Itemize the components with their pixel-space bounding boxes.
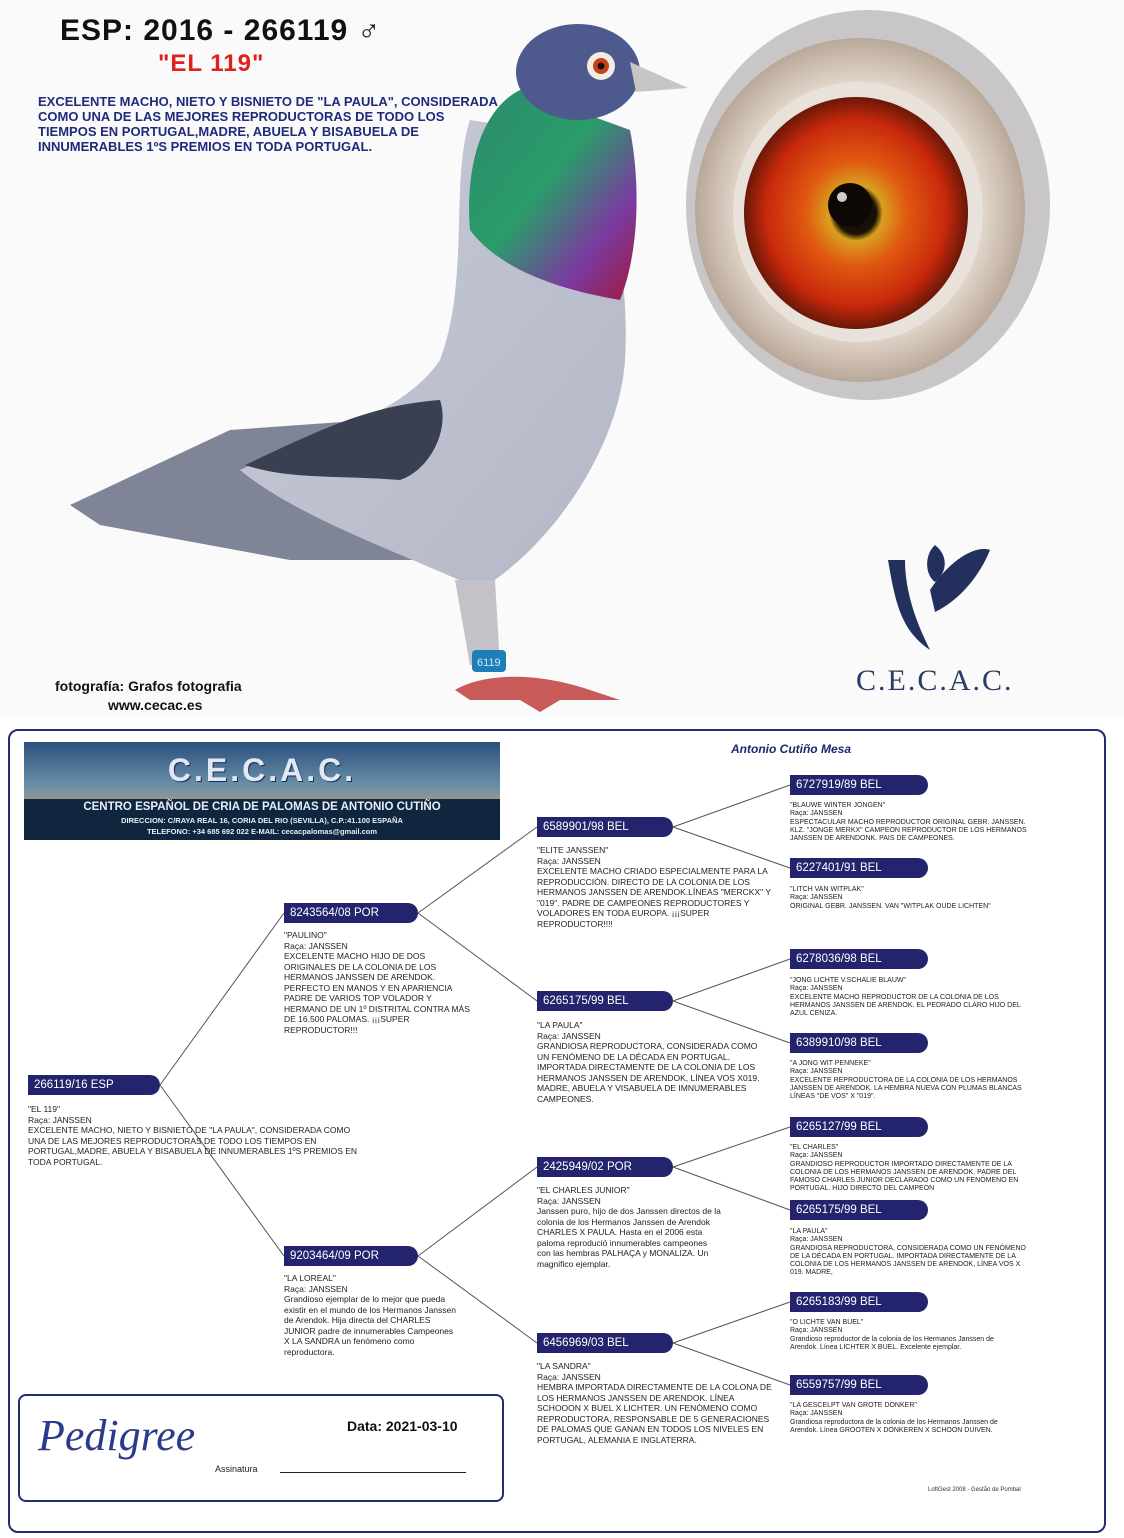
ds-name: "EL CHARLES JUNIOR" <box>537 1185 630 1195</box>
ds-ring[interactable]: 2425949/02 POR <box>537 1157 673 1177</box>
sss-desc: ESPECTACULAR MACHO REPRODUCTOR ORIGINAL GEBR. JANSSEN. KLZ. "JONGE MERKX" CAMPEON REPRODUCTOR DE LOS HERMANOS JANSSEN DE ARENDONK. PAIS DE CAMPEONES. <box>790 818 1027 843</box>
ss-name: "ELITE JANSSEN" <box>537 845 609 855</box>
ssd-breed: Raça: JANSSEN <box>790 894 843 902</box>
dd-info <box>537 1361 773 1445</box>
sds-ring[interactable]: 6278036/98 BEL <box>790 949 928 969</box>
dss-breed: Raça: JANSSEN <box>790 1152 843 1160</box>
dsd-info <box>790 1228 1035 1278</box>
sds-name: "JONG LICHTE V.SCHALIE BLAUW" <box>790 977 906 984</box>
ring-title: ESP: 2016 - 266119 ♂ <box>60 14 382 47</box>
line-ds-dss <box>673 1127 790 1167</box>
sds-desc: EXCELENTE MACHO REPRODUCTOR DE LA COLONIA DE LOS HERMANOS JANSSEN DE ARENDOK. EL PEDRADO CLARO HIJO DEL AZUL CENIZA. <box>790 993 1021 1018</box>
sss-ring[interactable]: 6727919/89 BEL <box>790 775 928 795</box>
ss-info <box>537 845 773 929</box>
sss-breed: Raça: JANSSEN <box>790 810 843 818</box>
dsd-breed: Raça: JANSSEN <box>790 1236 843 1244</box>
dss-info <box>790 1144 1035 1194</box>
signature-line <box>280 1472 466 1473</box>
pedigree-logo: Pedigree <box>38 1411 196 1460</box>
dds-info <box>790 1319 1005 1352</box>
sdd-breed: Raça: JANSSEN <box>790 1068 843 1076</box>
sd-info <box>537 1020 763 1104</box>
ssd-desc: ORIGINAL GEBR. JANSSEN. VAN "WITPLAK OUDE LICHTEN" <box>790 902 991 910</box>
pigeon-name: "EL 119" <box>158 50 265 77</box>
dds-name: "O LICHTE VAN BUEL" <box>790 1319 864 1326</box>
sd-breed: Raça: JANSSEN <box>537 1030 601 1041</box>
ddd-desc: Grandiosa reproductora de la colonia de los Hermanos Janssen de Arendok. Línea GROOTEN X DONKEREN X SCHOON DUIVEN. <box>790 1418 998 1434</box>
dd-name: "LA SANDRA" <box>537 1361 591 1371</box>
ss-ring[interactable]: 6589901/98 BEL <box>537 817 673 837</box>
subject-ring[interactable]: 266119/16 ESP <box>28 1075 160 1095</box>
dsd-ring[interactable]: 6265175/99 BEL <box>790 1200 928 1220</box>
sd-name: "LA PAULA" <box>537 1020 583 1030</box>
ring-text: 6119 <box>477 657 501 669</box>
subject-name: "EL 119" <box>28 1104 61 1114</box>
cecac-logo-text: C.E.C.A.C. <box>856 664 1014 697</box>
line-dd-dds <box>673 1302 790 1343</box>
dam-name: "LA LOREAL" <box>284 1273 336 1283</box>
dss-ring[interactable]: 6265127/99 BEL <box>790 1117 928 1137</box>
ss-breed: Raça: JANSSEN <box>537 855 601 866</box>
ds-info <box>537 1185 723 1269</box>
sd-desc: GRANDIOSA REPRODUCTORA, CONSIDERADA COMO UN FENÓMENO DE LA DÉCADA EN PORTUGAL. IMPORTADA DIRECTAMENTE DE LA COLONIA DE LOS HERMANOS JANSSEN DE ARENDOK, LÍNEA VOS X019. MADRE, ABUELA Y VISABUELA DE IMNUMERABLES CAMPEONES. <box>537 1041 760 1104</box>
dds-breed: Raça: JANSSEN <box>790 1327 843 1335</box>
banner-title: C.E.C.A.C. <box>167 752 357 788</box>
ssd-ring[interactable]: 6227401/91 BEL <box>790 858 928 878</box>
banner-contact: TELEFONO: +34 685 692 022 E-MAIL: cecacpalomas@gmail.com <box>146 827 378 836</box>
date-label: Data: 2021-03-10 <box>347 1418 458 1434</box>
ddd-ring[interactable]: 6559757/99 BEL <box>790 1375 928 1395</box>
subject-breed: Raça: JANSSEN <box>28 1114 92 1125</box>
dsd-name: "LA PAULA" <box>790 1228 828 1235</box>
sdd-ring[interactable]: 6389910/98 BEL <box>790 1033 928 1053</box>
dds-desc: Grandioso reproductor de la colonia de los Hermanos Janssen de Arendok. Línea LICHTER X BUEL. Excelente ejemplar. <box>790 1335 994 1351</box>
dss-name: "EL CHARLES" <box>790 1144 839 1151</box>
ddd-info <box>790 1402 1005 1435</box>
dsd-desc: GRANDIOSA REPRODUCTORA, CONSIDERADA COMO UN FENÓMENO DE LA DÉCADA EN PORTUGAL. IMPORTADA DIRECTAMENTE DE LA COLONIA DE LOS HERMANOS JANSSEN DE ARENDOK, LÍNEA VOS X 019. MADRE, <box>790 1244 1026 1277</box>
line-dam-ds <box>418 1167 537 1256</box>
dds-ring[interactable]: 6265183/99 BEL <box>790 1292 928 1312</box>
dd-breed: Raça: JANSSEN <box>537 1371 601 1382</box>
banner-address: DIRECCION: C/RAYA REAL 16, CORIA DEL RIO (SEVILLA), C.P.:41.100 ESPAÑA <box>121 816 403 825</box>
pigeon-description: EXCELENTE MACHO, NIETO Y BISNIETO DE "LA PAULA", CONSIDERADA COMO UNA DE LAS MEJORES REPRODUCTORAS DE TODO LOS TIEMPOS EN PORTUGAL,MADRE, ABUELA Y BISABUELA DE INNUMERABLES 1ºS PREMIOS EN TODA PORTUGAL. <box>38 94 498 154</box>
banner-line1: CENTRO ESPAÑOL DE CRIA DE PALOMAS DE ANTONIO CUTIÑO <box>83 801 441 813</box>
sds-breed: Raça: JANSSEN <box>790 985 843 993</box>
dam-desc: Grandioso ejemplar de lo mejor que pueda existir en el mundo de los Hermanos Janssen de Arendok. Hija directa del CHARLES JUNIOR padre de innumerables Campeones X LA SANDRA un fenómeno como reproductora. <box>284 1294 456 1357</box>
sdd-desc: EXCELENTE REPRODUCTORA DE LA COLONIA DE LOS HERMANOS JANSSEN DE ARENDOK. LA HEMBRA NUEVA CON PLUMAS BLANCAS LÍNEAS "DE VOS" X "019". <box>790 1076 1022 1101</box>
sire-breed: Raça: JANSSEN <box>284 940 348 951</box>
ds-breed: Raça: JANSSEN <box>537 1195 601 1206</box>
subject-info <box>28 1104 366 1167</box>
dd-ring[interactable]: 6456969/03 BEL <box>537 1333 673 1353</box>
dss-desc: GRANDIOSO REPRODUCTOR IMPORTADO DIRECTAMENTE DE LA COLONIA DE LOS HERMANOS JANSSEN DE ARENDOK. PADRE DEL FAMOSO CHARLES JUNIOR DECLARADO COMO UN FENÓMENO EN PORTUGAL. HIJO DIRECTO DEL CAMPEON <box>790 1160 1019 1193</box>
ddd-breed: Raça: JANSSEN <box>790 1410 843 1418</box>
sds-info <box>790 977 1035 1018</box>
ss-desc: EXCELENTE MACHO CRIADO ESPECIALMENTE PARA LA REPRODUCCIÓN. DIRECTO DE LA COLONIA DE LOS HERMANOS JANSSEN DE ARENDOK.LÍNEAS "MERCKX" Y "019". PADRE DE CAMPEONES REPRODUCTORES Y VOLADORES EN TODA EUROPA. ¡¡¡SUPER REPRODUCTOR!!!! <box>537 866 771 929</box>
owner-name: Antonio Cutiño Mesa <box>731 742 851 756</box>
sdd-info <box>790 1060 1035 1101</box>
dam-info <box>284 1273 460 1357</box>
dam-breed: Raça: JANSSEN <box>284 1283 348 1294</box>
sire-name: "PAULINO" <box>284 930 327 940</box>
ssd-info <box>790 886 1035 911</box>
line-ss-sss <box>673 785 790 827</box>
sire-info <box>284 930 470 1035</box>
sd-ring[interactable]: 6265175/99 BEL <box>537 991 673 1011</box>
software-credit: LoftGest 2008 - Gestão de Pombal <box>928 1487 1021 1493</box>
photo-credit: fotografía: Grafos fotografia <box>55 678 242 694</box>
subject-desc: EXCELENTE MACHO, NIETO Y BISNIETO DE "LA PAULA", CONSIDERADA COMO UNA DE LAS MEJORES REPRODUCTORAS DE TODO LOS TIEMPOS EN PORTUGAL,MADRE, ABUELA Y BISABUELA DE INNUMERABLES 1ºS PREMIOS EN TODA PORTUGAL. <box>28 1125 358 1167</box>
ddd-name: "LA GESCELPT VAN GROTE DONKER" <box>790 1402 917 1409</box>
signature-label: Assinatura <box>215 1464 258 1474</box>
line-sd-sds <box>673 959 790 1001</box>
sss-info <box>790 802 1035 843</box>
cecac-banner <box>24 742 500 840</box>
dd-desc: HEMBRA IMPORTADA DIRECTAMENTE DE LA COLONA DE LOS HERMANOS JANSSEN DE ARENDOK. LÍNEA SCHOOON X BUEL X LICHTER. UN FENÓMENO COMO REPRODUCTORA, RESPONSABLE DE 5 GENERACIONES DE PALOMAS QUE GANAN EN TODOS LOS NIVELES EN PORTUGAL, ALEMANIA E INGLATERRA. <box>537 1382 772 1445</box>
line-subject-sire <box>160 913 284 1085</box>
ds-desc: Janssen puro, hijo de dos Janssen directos de la colonia de los Hermanos Janssen de Arendok CHARLES X PAULA. Hasta en el 2006 esta paloma reprodució innumerables campeones con las hembras PALHAÇA y MONALIZA. Un magnifico ejemplar. <box>537 1206 721 1269</box>
website-link[interactable]: www.cecac.es <box>108 697 203 713</box>
dam-ring[interactable]: 9203464/09 POR <box>284 1246 418 1266</box>
ssd-name: "LITCH VAN WITPLAK" <box>790 886 864 893</box>
sire-ring[interactable]: 8243564/08 POR <box>284 903 418 923</box>
sss-name: "BLAUWE WINTER JONGEN" <box>790 802 886 809</box>
sdd-name: "A JONG WIT PENNEKE" <box>790 1060 871 1067</box>
sire-desc: EXCELENTE MACHO HIJO DE DOS ORIGINALES DE LA COLONIA DE LOS HERMANOS JANSSEN DE ARENDOK. PERFECTO EN MANOS Y EN APARIENCIA PADRE DE VARIOS TOP VOLADOR Y HERMANO DE UN 1º DISTRITAL CONTRA MÁS DE 16.500 PALOMAS. ¡¡¡SUPER REPRODUCTOR!!! <box>284 951 470 1035</box>
